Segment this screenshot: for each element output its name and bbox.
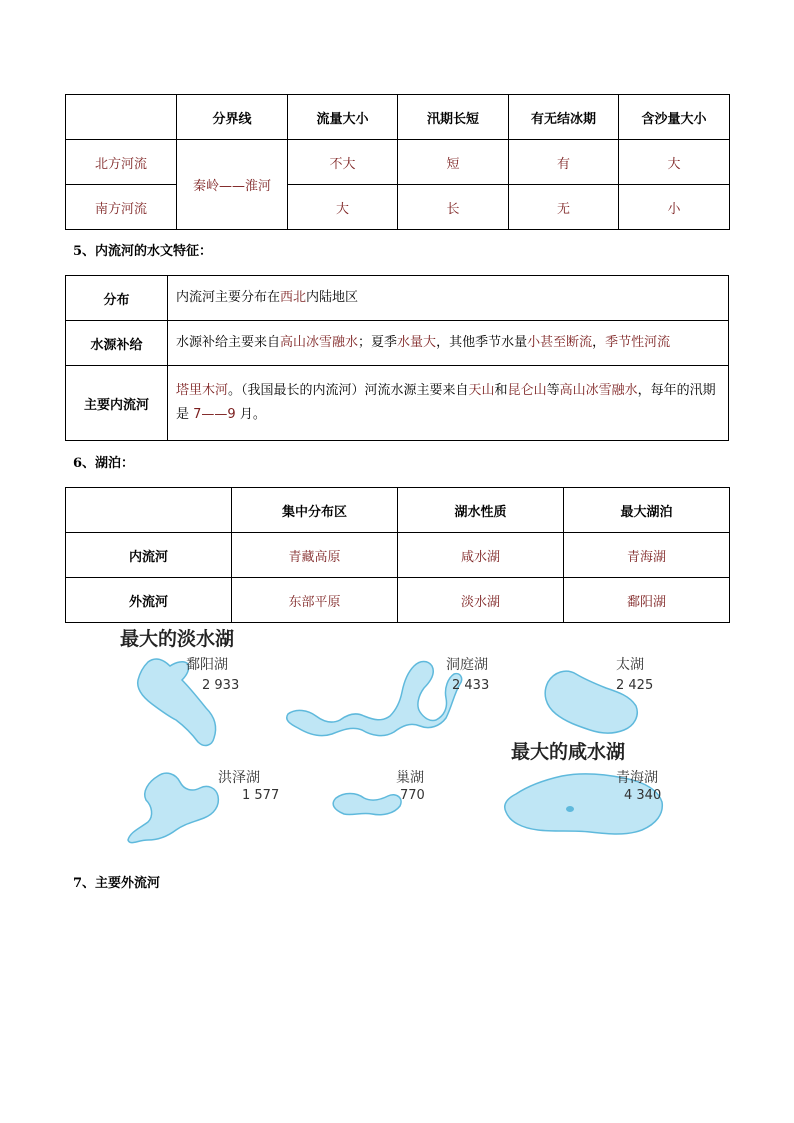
body-text: 内流河主要分布在 xyxy=(176,290,281,305)
table-row xyxy=(66,366,729,441)
header-cell: 最大湖泊 xyxy=(564,488,730,533)
highlight-text: 季节性河流 xyxy=(605,335,671,350)
lake-area: 1 577 xyxy=(242,788,280,803)
table-cell: 青海湖 xyxy=(564,533,730,578)
hongze-lake-shape xyxy=(128,773,218,843)
body-text: 水源补给主要来自 xyxy=(176,335,281,350)
section-heading: 7、主要外流河 xyxy=(73,876,161,891)
lake-area: 2 425 xyxy=(616,678,654,693)
qinghai-island-icon xyxy=(566,806,574,812)
lakes-illustration xyxy=(118,626,688,852)
lake-name: 鄱阳湖 xyxy=(186,657,228,673)
table-row xyxy=(66,533,730,578)
lake-name: 巢湖 xyxy=(396,770,424,786)
highlight-text: 昆仑山 xyxy=(507,383,547,398)
lake-name: 青海湖 xyxy=(616,770,658,786)
body-text: 等 xyxy=(546,383,560,398)
content-cell xyxy=(168,366,729,441)
salt-lake-title: 最大的咸水湖 xyxy=(511,741,626,763)
header-cell: 分界线 xyxy=(177,95,288,140)
table-cell: 长 xyxy=(398,185,509,230)
lake-table xyxy=(65,487,730,623)
body-text: ， xyxy=(592,335,606,350)
table-row xyxy=(66,578,730,623)
highlight-text: 小甚至断流 xyxy=(527,335,593,350)
highlight-text: 高山冰雪融水 xyxy=(280,335,359,350)
body-text: 。（我国最长的内流河）河流水源主要来自 xyxy=(228,383,469,398)
body-text: 月。 xyxy=(235,407,266,422)
table-cell: 无 xyxy=(509,185,619,230)
header-cell xyxy=(66,95,177,140)
table-cell: 东部平原 xyxy=(232,578,398,623)
table-header-row xyxy=(66,488,730,533)
header-cell: 湖水性质 xyxy=(398,488,564,533)
row-label: 主要内流河 xyxy=(66,366,168,441)
row-label: 分布 xyxy=(66,276,168,321)
table-cell: 咸水湖 xyxy=(398,533,564,578)
section-heading: 6、湖泊： xyxy=(73,456,135,471)
table-row xyxy=(66,321,729,366)
header-cell xyxy=(66,488,232,533)
chao-lake-shape xyxy=(333,794,401,815)
table-row xyxy=(66,185,730,230)
table-cell: 鄱阳湖 xyxy=(564,578,730,623)
table-cell: 小 xyxy=(619,185,730,230)
lake-area: 4 340 xyxy=(624,788,662,803)
highlight-text: 天山 xyxy=(468,383,495,398)
table-row xyxy=(66,140,730,185)
dongting-lake-shape xyxy=(287,662,462,736)
content-cell xyxy=(168,276,729,321)
row-label: 北方河流 xyxy=(66,140,177,185)
table-cell: 有 xyxy=(509,140,619,185)
header-cell: 含沙量大小 xyxy=(619,95,730,140)
header-cell: 集中分布区 xyxy=(232,488,398,533)
row-label: 南方河流 xyxy=(66,185,177,230)
table-cell: 大 xyxy=(288,185,398,230)
lake-area: 770 xyxy=(400,788,425,803)
table-cell: 不大 xyxy=(288,140,398,185)
row-label: 水源补给 xyxy=(66,321,168,366)
highlight-text: 塔里木河 xyxy=(176,383,229,398)
row-label: 内流河 xyxy=(66,533,232,578)
table-cell: 短 xyxy=(398,140,509,185)
boundary-cell: 秦岭——淮河 xyxy=(177,140,288,230)
lake-name: 太湖 xyxy=(616,657,644,673)
highlight-text: 高山冰雪融水 xyxy=(559,383,638,398)
header-cell: 流量大小 xyxy=(288,95,398,140)
header-cell: 汛期长短 xyxy=(398,95,509,140)
table-row xyxy=(66,276,729,321)
section-heading: 5、内流河的水文特征： xyxy=(73,244,213,259)
lake-area: 2 433 xyxy=(452,678,490,693)
body-text: 内陆地区 xyxy=(306,290,359,305)
content-cell xyxy=(168,321,729,366)
table-cell: 淡水湖 xyxy=(398,578,564,623)
header-cell: 有无结冰期 xyxy=(509,95,619,140)
row-label: 外流河 xyxy=(66,578,232,623)
lake-area: 2 933 xyxy=(202,678,240,693)
body-text: ；夏季 xyxy=(358,335,398,350)
body-text: ，其他季节水量 xyxy=(436,335,528,350)
table-cell: 大 xyxy=(619,140,730,185)
table-cell: 青藏高原 xyxy=(232,533,398,578)
table-header-row xyxy=(66,95,730,140)
highlight-text: 西北 xyxy=(280,290,307,305)
highlight-text: 7——9 xyxy=(193,407,236,422)
body-text: 和 xyxy=(494,383,508,398)
highlight-text: 水量大 xyxy=(397,335,437,350)
fresh-lake-title: 最大的淡水湖 xyxy=(120,628,235,650)
lake-name: 洪泽湖 xyxy=(218,770,260,786)
lake-name: 洞庭湖 xyxy=(446,657,488,673)
inland-river-table xyxy=(65,275,729,441)
body-text: ，每年的汛期是 xyxy=(176,383,716,422)
river-comparison-table xyxy=(65,94,730,230)
